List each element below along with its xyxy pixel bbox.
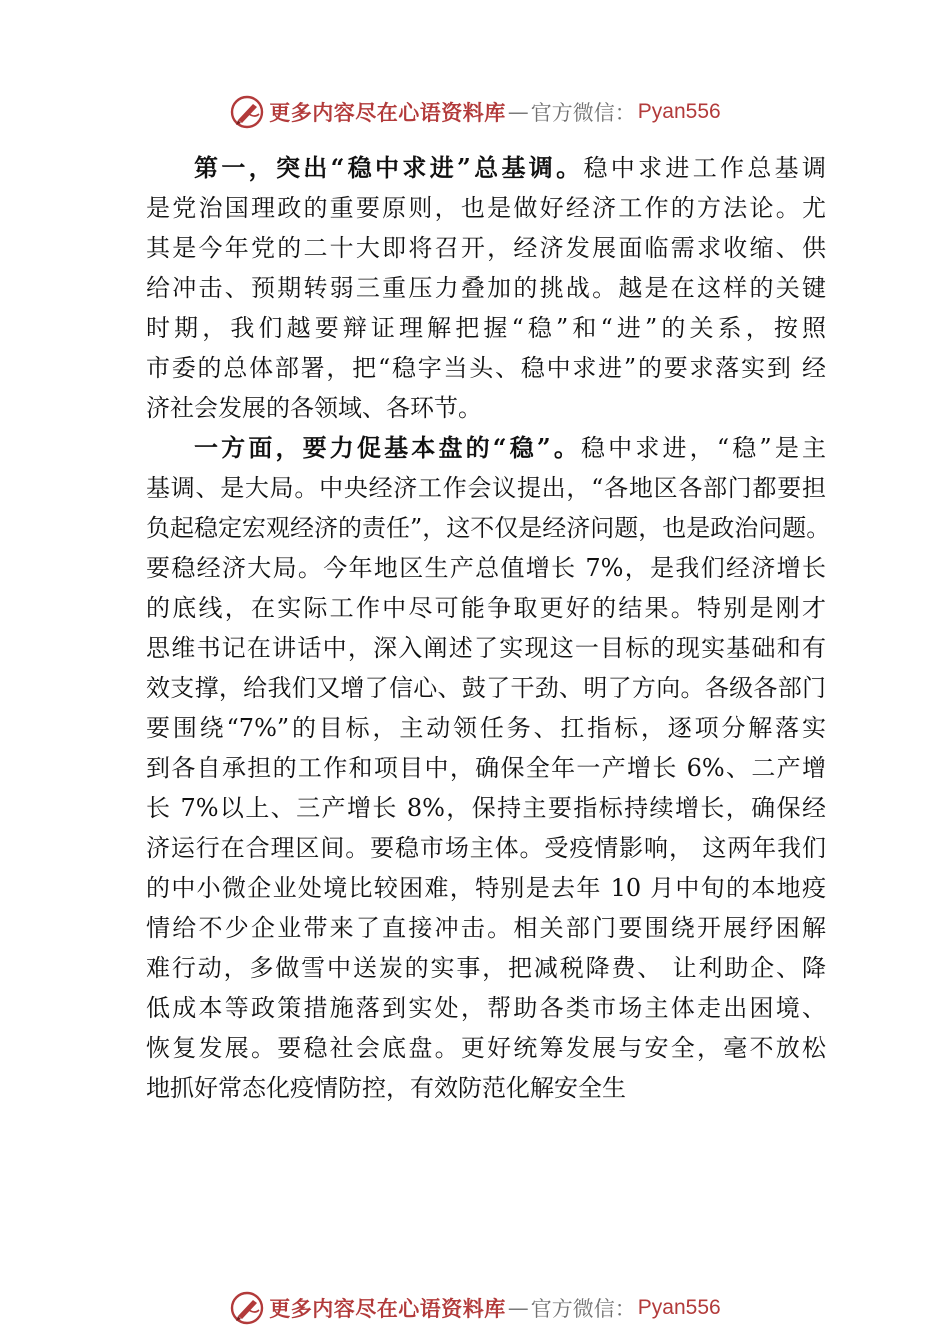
watermark-brand: 更多内容尽在心语资料库 bbox=[269, 100, 506, 125]
watermark-separator: — bbox=[507, 100, 529, 124]
watermark-label: 官方微信： bbox=[530, 1297, 636, 1321]
paragraph-2-line-1 bbox=[146, 428, 826, 468]
paragraph-line: 地抓好常态化疫情防控，有效防范化解安全生 bbox=[146, 1074, 626, 1102]
pen-logo-icon bbox=[229, 1290, 265, 1326]
paragraph-line: 要稳经济大局。今年地区生产总值增长 7%，是我们经济增长 bbox=[146, 554, 826, 582]
paragraph-line: 情给不少企业带来了直接冲击。相关部门要围绕开展纾困解 bbox=[146, 914, 826, 942]
paragraph-line: 的底线，在实际工作中尽可能争取更好的结果。特别是刚才 bbox=[146, 594, 826, 622]
paragraph-line: 市委的总体部署，把“稳字当头、稳中求进”的要求落实到 经 bbox=[146, 354, 826, 382]
paragraph-line: 负起稳定宏观经济的责任”，这不仅是经济问题，也是政治问题。 bbox=[146, 514, 831, 542]
document-body bbox=[146, 148, 831, 1108]
watermark-wechat-id: Pyan556 bbox=[637, 1296, 721, 1319]
paragraph-line: 的中小微企业处境比较困难，特别是去年 10 月中旬的本地疫 bbox=[146, 874, 826, 902]
footer-watermark bbox=[0, 1290, 950, 1326]
watermark-brand: 更多内容尽在心语资料库 bbox=[269, 1296, 506, 1321]
paragraph-line: 给冲击、预期转弱三重压力叠加的挑战。越是在这样的关键 bbox=[146, 274, 826, 302]
header-watermark bbox=[0, 94, 950, 130]
paragraph-2-heading: 一方面，要力促基本盘的“稳”。 bbox=[194, 433, 582, 462]
paragraph-line: 基调、是大局。中央经济工作会议提出，“各地区各部门都要担 bbox=[146, 474, 826, 502]
paragraph-2-text: 稳中求进，“稳”是主 bbox=[581, 434, 826, 462]
paragraph-line: 到各自承担的工作和项目中，确保全年一产增长 6%、二产增 bbox=[146, 754, 826, 782]
watermark-label: 官方微信： bbox=[530, 101, 636, 125]
paragraph-line: 济社会发展的各领域、各环节。 bbox=[146, 394, 482, 422]
paragraph-line: 低成本等政策措施落到实处，帮助各类市场主体走出困境、 bbox=[146, 994, 826, 1022]
pen-logo-icon bbox=[229, 94, 265, 130]
paragraph-line: 长 7%以上、三产增长 8%，保持主要指标持续增长，确保经 bbox=[146, 794, 826, 822]
paragraph-line: 时期，我们越要辩证理解把握“稳”和“进”的关系，按照 bbox=[146, 314, 826, 342]
paragraph-1-heading: 第一，突出“稳中求进”总基调。 bbox=[194, 153, 584, 182]
paragraph-line: 是党治国理政的重要原则，也是做好经济工作的方法论。尤 bbox=[146, 194, 826, 222]
paragraph-1-line-1 bbox=[146, 148, 826, 188]
paragraph-line: 其是今年党的二十大即将召开，经济发展面临需求收缩、供 bbox=[146, 234, 826, 262]
paragraph-line: 恢复发展。要稳社会底盘。更好统筹发展与安全，毫不放松 bbox=[146, 1034, 826, 1062]
watermark-separator: — bbox=[507, 1296, 529, 1320]
paragraph-line: 效支撑，给我们又增了信心、鼓了干劲、明了方向。各级各部门 bbox=[146, 674, 826, 702]
watermark-wechat-id: Pyan556 bbox=[637, 100, 721, 123]
paragraph-line: 济运行在合理区间。要稳市场主体。受疫情影响， 这两年我们 bbox=[146, 834, 826, 862]
paragraph-1-text: 稳中求进工作总基调 bbox=[583, 154, 827, 182]
paragraph-line: 思维书记在讲话中，深入阐述了实现这一目标的现实基础和有 bbox=[146, 634, 826, 662]
paragraph-line: 难行动，多做雪中送炭的实事，把减税降费、 让利助企、降 bbox=[146, 954, 826, 982]
paragraph-line: 要围绕“7%”的目标，主动领任务、扛指标，逐项分解落实 bbox=[146, 714, 826, 742]
